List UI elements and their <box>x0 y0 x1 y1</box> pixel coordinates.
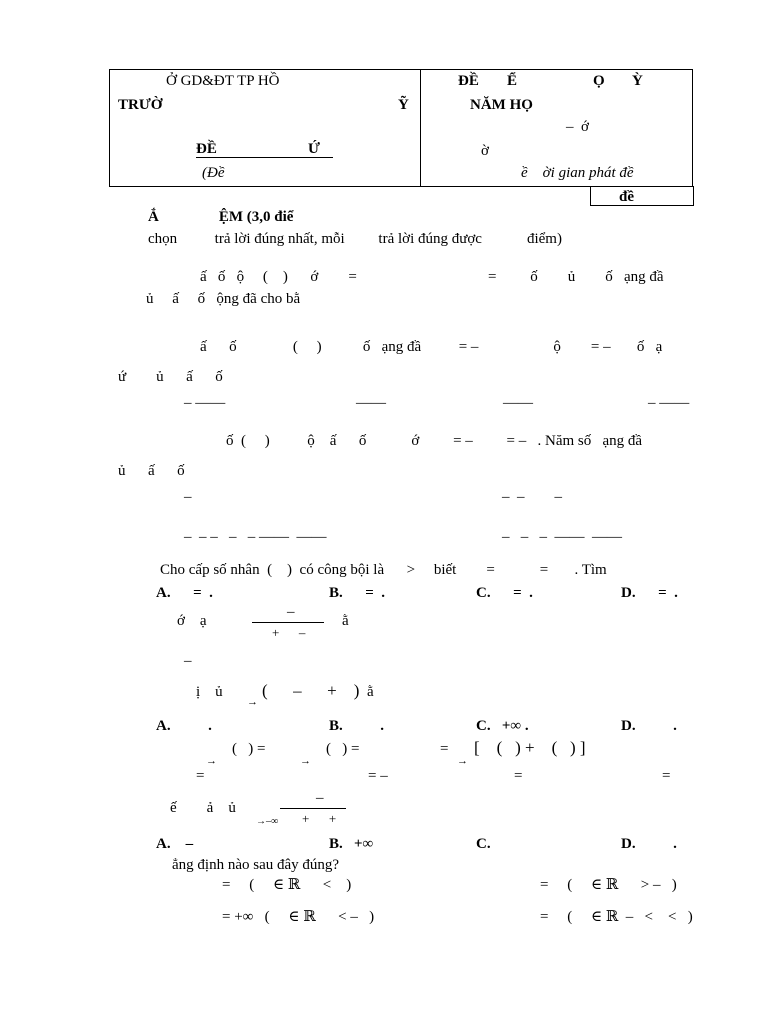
q1-line2: ủ ấ ố ộng đã cho bằ <box>146 291 301 307</box>
q7-arrow-3: → <box>457 755 468 767</box>
q7-arrow-1: → <box>206 755 217 767</box>
dept-name: Ở GD&ĐT TP HỒ <box>166 73 280 89</box>
q6-option-b: B. . <box>329 718 385 734</box>
q8-option-a: A. – <box>156 836 194 852</box>
q4-option-c: C. = . <box>476 585 533 601</box>
q6-expression: ( – + ) <box>262 681 360 700</box>
q7-arrow-2: → <box>300 755 311 767</box>
q6-option-d: D. . <box>621 718 677 734</box>
q3-line1: ố ( ) ộ ấ ố ớ = – = – . Năm số ạng đầ <box>226 433 643 449</box>
q5-denominator: + – <box>272 625 306 640</box>
q6-limit-arrow: → <box>247 696 258 708</box>
q8-stem: ế ả ủ <box>170 800 236 816</box>
official-label-end: Ứ <box>308 141 320 157</box>
q3-option-d: – – – —— —— <box>502 529 622 545</box>
q6-tail: ằ <box>367 684 374 700</box>
q8-fraction-bar <box>280 808 346 809</box>
q6-option-a: A. . <box>156 718 212 734</box>
q9-stem: ẳng định nào sau đây đúng? <box>172 857 340 873</box>
q5-fraction-bar <box>252 622 324 623</box>
page-count-note: (Đề <box>202 165 225 181</box>
q5-note: – <box>184 653 192 669</box>
official-underline <box>196 157 333 158</box>
official-label: ĐỀ <box>196 141 217 157</box>
q4-option-d: D. = . <box>621 585 678 601</box>
q3-option-a: – <box>184 489 192 505</box>
q2-option-b: —— <box>356 395 386 411</box>
q3-option-b: – – – <box>502 489 562 505</box>
q7-expr-2: ( ) = <box>326 741 360 757</box>
header-divider <box>420 69 421 187</box>
q8-numerator: – <box>316 790 324 806</box>
subject-class: – ớ <box>566 119 589 135</box>
exam-code-box <box>590 186 694 206</box>
section-instruction: chọn trả lời đúng nhất, mỗi trả lời đúng được điểm) <box>148 231 562 247</box>
q7-result-c: = <box>514 768 523 784</box>
q7-expr-1: ( ) = <box>232 741 266 757</box>
q2-option-d: – —— <box>648 395 690 411</box>
q4-stem: Cho cấp số nhân ( ) có công bội là > biết = = . Tìm <box>160 562 607 578</box>
q7-result-a: = <box>196 768 205 784</box>
exam-code-label: đề <box>619 189 634 205</box>
q2-option-c: —— <box>503 395 533 411</box>
q5-numerator: – <box>287 604 295 620</box>
q7-result-d: = <box>662 768 671 784</box>
q2-line1: ấ ố ( ) ố ạng đầ = – ộ = – ố ạ <box>200 339 663 355</box>
q8-option-b: B. +∞ <box>329 836 374 852</box>
q9-option-b: = ( ∈ ℝ > – ) <box>540 877 677 893</box>
q6-option-c: C. +∞ . <box>476 718 529 734</box>
q3-option-c: – – – – – —— —— <box>184 529 327 545</box>
q7-result-b: = – <box>368 768 388 784</box>
exam-title-b: Ể <box>507 73 518 89</box>
q5-tail: ằ <box>342 613 349 629</box>
school-name-end: Ỹ <box>398 97 409 113</box>
q4-option-b: B. = . <box>329 585 386 601</box>
school-name: TRƯỜ <box>118 97 163 113</box>
q9-option-d: = ( ∈ ℝ – < < ) <box>540 909 693 925</box>
q4-option-a: A. = . <box>156 585 213 601</box>
q8-option-d: D. . <box>621 836 677 852</box>
q9-option-c: = +∞ ( ∈ ℝ < – ) <box>222 909 375 925</box>
q7-expr-4: [ ( ) + ( ) ] <box>474 738 586 757</box>
q7-expr-3: = <box>440 741 449 757</box>
exam-title-a: ĐỀ <box>458 73 479 89</box>
q3-line2: ủ ấ ố <box>118 463 185 479</box>
time-note: ề ời gian phát đề <box>521 165 634 181</box>
duration: ờ <box>481 143 489 159</box>
q8-denominator: + + <box>302 811 337 826</box>
q8-option-c: C. <box>476 836 491 852</box>
exam-title-c: Ọ <box>593 73 605 89</box>
q2-line2: ứ ủ ấ ố <box>118 369 223 385</box>
q5-stem: ớ ạ <box>177 613 207 629</box>
q6-stem: ị ủ <box>196 684 223 700</box>
q2-option-a: – —— <box>184 395 226 411</box>
exam-title-d: Ỳ <box>632 73 643 89</box>
section-title: Ắ ỆM (3,0 điể <box>148 209 294 225</box>
q8-limit-arrow: →–∞ <box>256 816 279 827</box>
q1-line1: ấ ố ộ ( ) ớ = = ố ủ ố ạng đầ <box>200 269 664 285</box>
q9-option-a: = ( ∈ ℝ < ) <box>222 877 352 893</box>
school-year: NĂM HỌ <box>470 97 533 113</box>
